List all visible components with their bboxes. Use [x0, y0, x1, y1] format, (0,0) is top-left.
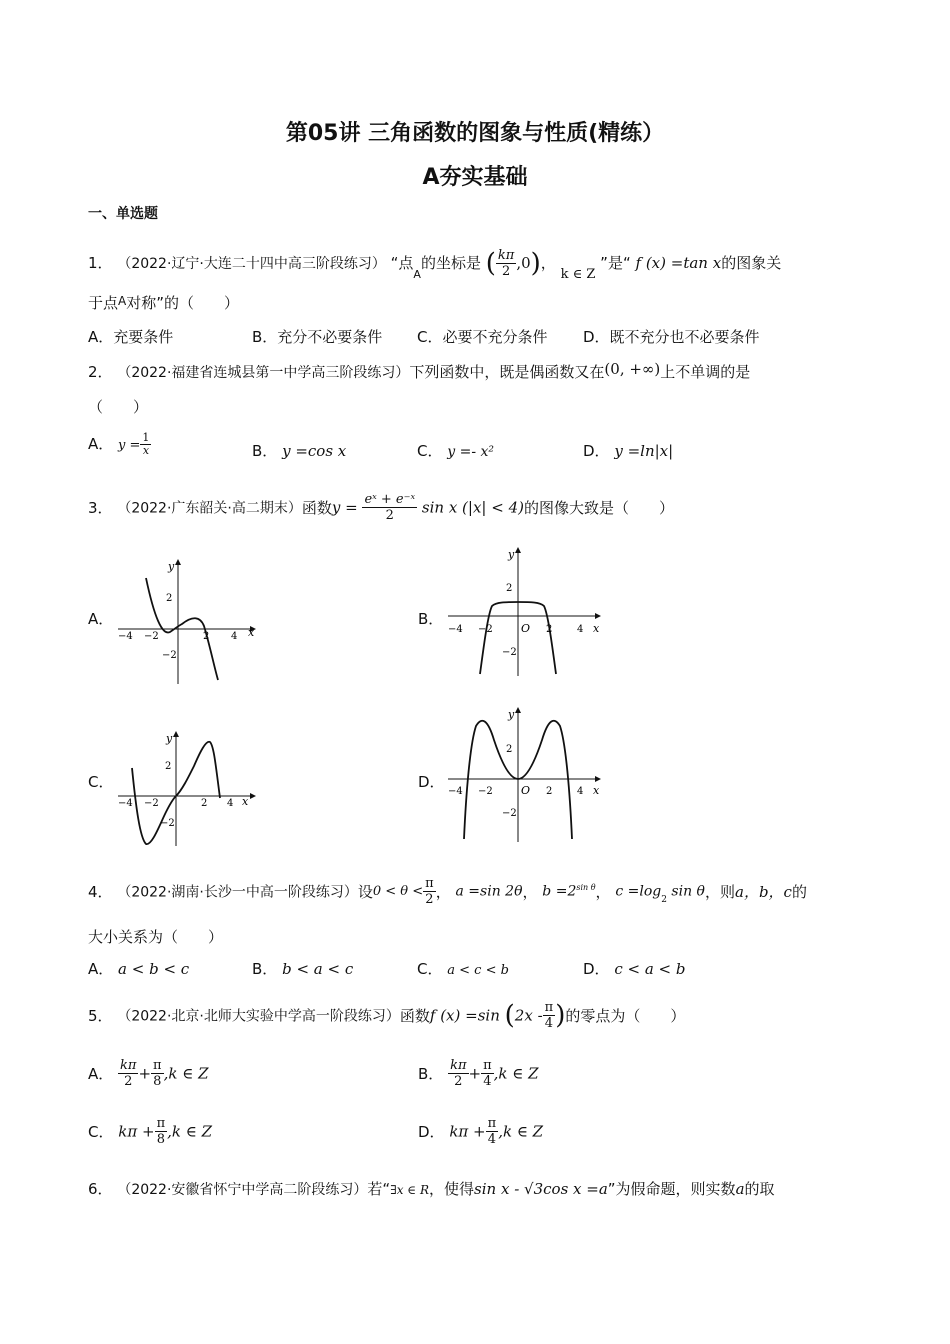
question-5: 5． （2022·北京·北师大实验中学高一阶段练习）函数f (x) =sin (2x - $\frac{\pi}{4}$ )的零点为（ ）: [88, 1000, 686, 1031]
graph-a-ytick-neg2: −2: [162, 650, 177, 661]
graph-a-xtick-2: 2: [203, 631, 210, 642]
graph-b-ytick-2: 2: [506, 583, 513, 594]
graph-a-ytick-2: 2: [166, 593, 173, 604]
q1-option-a[interactable]: A．充要条件: [88, 328, 174, 346]
graph-b-ytick-neg2: −2: [502, 647, 517, 658]
q5-number: 5．: [88, 1007, 113, 1025]
question-6: 6． （2022·安徽省怀宁中学高二阶段练习）若“∃x ∈ R，使得sin x - √3cos x =a”为假命题，则实数a的取: [88, 1180, 775, 1198]
graph-c-ytick-neg2: −2: [160, 818, 175, 829]
q2-option-d[interactable]: D． y =ln|x|: [583, 442, 674, 460]
question-2: 2． （2022·福建省连城县第一中学高三阶段练习）下列函数中，既是偶函数又在(0, +∞)上不单调的是: [88, 360, 751, 381]
q5-option-b[interactable]: B． $\frac{k\pi}{2}$ + $\frac{\pi}{4}$ ,k ∈ Z: [418, 1058, 539, 1089]
q4-line2: 大小关系为（ ）: [88, 928, 224, 946]
graph-b-xtick-neg4: −4: [448, 624, 463, 635]
graph-a: [110, 556, 260, 686]
graph-a-y-label: y: [168, 560, 175, 573]
q4-option-c[interactable]: C． a < c < b: [417, 960, 509, 978]
graph-b-x-label: x: [593, 622, 600, 635]
graph-c-xtick-4: 4: [227, 798, 234, 809]
graph-a-xtick-neg4: −4: [118, 631, 133, 642]
q1-line2: 于点$^A$对称”的（ ）: [88, 294, 240, 312]
q6-exists: ∃x ∈ R: [390, 1183, 430, 1197]
graph-d-xtick-4: 4: [577, 786, 584, 797]
graph-b-y-label: y: [508, 548, 515, 561]
page-subtitle: A夯实基础: [422, 165, 528, 190]
q2-source: （2022·福建省连城县第一中学高三阶段练习）: [117, 365, 410, 381]
graph-d-xtick-2: 2: [546, 786, 553, 797]
q1-function: f (x) =tan x: [635, 254, 722, 272]
q1-coord-fraction: $\frac{k\pi}{2}$: [497, 248, 515, 279]
q1-k-in-z: k ∈ Z: [560, 267, 596, 282]
page-title: 第05讲 三角函数的图象与性质(精练）: [285, 121, 665, 146]
graph-d-xtick-neg2: −2: [478, 786, 493, 797]
graph-d-origin: O: [521, 784, 531, 797]
q3-source: （2022·广东韶关·高二期末）: [117, 500, 302, 517]
q6-expression: sin x - √3cos x =a: [474, 1180, 608, 1198]
q4-source: （2022·湖南·长沙一中高一阶段练习）: [117, 884, 358, 901]
graph-b-xtick-2: 2: [546, 624, 553, 635]
graph-d-ytick-2: 2: [506, 744, 513, 755]
question-3: 3． （2022·广东韶关·高二期末）函数y = $\frac{\text{eˣ + e⁻ˣ}}{2}$ sin x (|x| < 4)的图像大致是（ ）: [88, 492, 674, 523]
q2-number: 2．: [88, 363, 113, 381]
graph-d-ytick-neg2: −2: [502, 808, 517, 819]
graph-d-y-label: y: [508, 708, 515, 721]
q2-interval: (0, +∞): [604, 360, 661, 378]
q3-fraction: $\frac{\text{eˣ + e⁻ˣ}}{2}$: [364, 492, 416, 523]
q3-number: 3．: [88, 499, 113, 517]
graph-c-xtick-neg4: −4: [118, 798, 133, 809]
q6-source: （2022·安徽省怀宁中学高二阶段练习）: [117, 1182, 368, 1198]
q3-option-c[interactable]: C．: [88, 773, 114, 791]
graph-a-xtick-4: 4: [231, 631, 238, 642]
graph-c-xtick-neg2: −2: [144, 798, 159, 809]
q5-source: （2022·北京·北师大实验中学高一阶段练习）: [117, 1008, 400, 1025]
q5-option-d[interactable]: D． kπ + $\frac{\pi}{4}$ ,k ∈ Z: [418, 1116, 544, 1147]
q2-option-b[interactable]: B． y =cos x: [252, 442, 347, 460]
q4-number: 4．: [88, 883, 113, 901]
graph-b-xtick-neg2: −2: [478, 624, 493, 635]
q4-option-a[interactable]: A． a < b < c: [88, 960, 190, 978]
q1-option-d[interactable]: D．既不充分也不必要条件: [583, 328, 760, 346]
q4-option-b[interactable]: B． b < a < c: [252, 960, 354, 978]
q3-option-b[interactable]: B．: [418, 610, 444, 628]
q2-option-c[interactable]: C． y =- x²: [417, 442, 495, 460]
q1-point-label: A: [413, 268, 421, 281]
q1-number: 1．: [88, 254, 113, 272]
q4-option-d[interactable]: D． c < a < b: [583, 960, 686, 978]
q1-option-b[interactable]: B．充分不必要条件: [252, 328, 383, 346]
q2-option-a[interactable]: A． y = $\frac{1}{x}$: [88, 431, 150, 457]
graph-d-x-label: x: [593, 784, 600, 797]
section-heading: 一、单选题: [88, 206, 158, 222]
graph-b-xtick-4: 4: [577, 624, 584, 635]
graph-d: [440, 704, 610, 844]
q6-number: 6．: [88, 1180, 113, 1198]
graph-c-x-label: x: [242, 795, 249, 808]
q3-option-a[interactable]: A．: [88, 610, 114, 628]
graph-a-xtick-neg2: −2: [144, 631, 159, 642]
graph-b: [440, 544, 610, 679]
graph-a-x-label: x: [248, 626, 255, 639]
graph-c-ytick-2: 2: [165, 761, 172, 772]
question-1: 1． （2022·辽宁·大连二十四中高三阶段练习） “点$_A$的坐标是 ( $\frac{k\pi}{2}$ ,0)， k ∈ Z ”是“ f (x) =tan x的图象关: [88, 248, 782, 282]
question-4: 4． （2022·湖南·长沙一中高一阶段练习）设0 < θ < $\frac{\pi}{2}$ ， a =sin 2θ， $b =2^{sin \theta}$， $c =\log_2$ sin θ，则a，b，c的: [88, 876, 807, 907]
graph-d-xtick-neg4: −4: [448, 786, 463, 797]
graph-c-xtick-2: 2: [201, 798, 208, 809]
q2-blank: （ ）: [88, 398, 149, 416]
graph-c: [110, 728, 260, 850]
q5-option-a[interactable]: A． $\frac{k\pi}{2}$ + $\frac{\pi}{8}$ ,k ∈ Z: [88, 1058, 209, 1089]
graph-b-origin: O: [521, 622, 531, 635]
graph-c-y-label: y: [166, 732, 173, 745]
q5-option-c[interactable]: C． kπ + $\frac{\pi}{8}$ ,k ∈ Z: [88, 1116, 213, 1147]
q1-option-c[interactable]: C．必要不充分条件: [417, 328, 548, 346]
q3-tail: sin x (|x| < 4): [421, 498, 524, 517]
q1-source: （2022·辽宁·大连二十四中高三阶段练习）: [117, 256, 386, 272]
q3-option-d[interactable]: D．: [418, 773, 445, 791]
